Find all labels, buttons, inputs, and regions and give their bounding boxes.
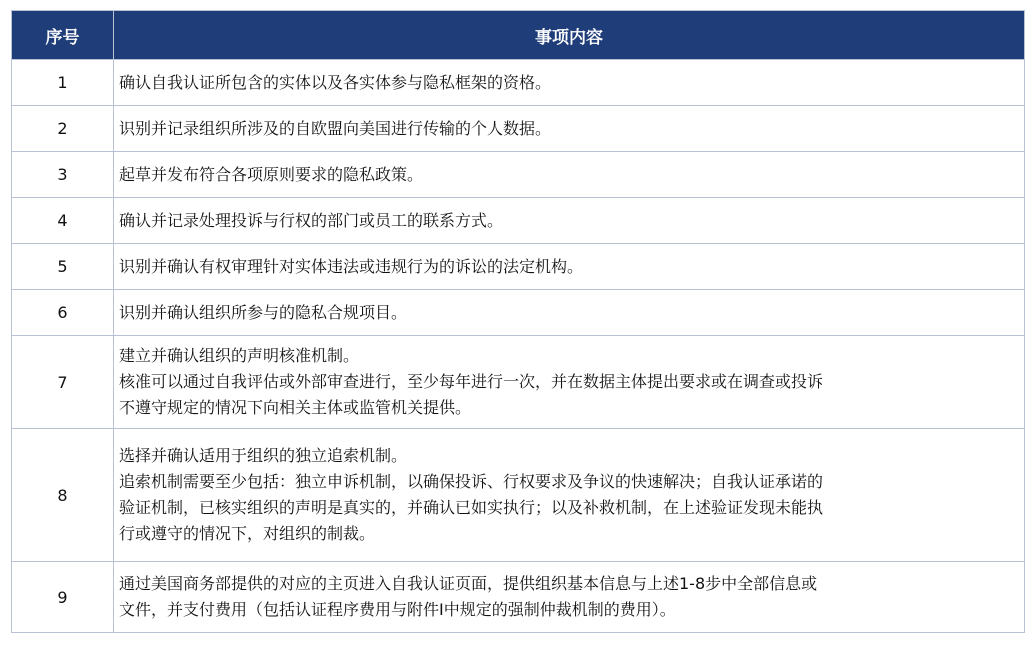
content-line: 建立并确认组织的声明核准机制。: [119, 346, 360, 365]
row-content: [114, 336, 1025, 429]
row-number: 3: [12, 152, 114, 198]
row-number: 2: [12, 106, 114, 152]
content-line: 选择并确认适用于组织的独立追索机制。: [119, 446, 408, 465]
content-line: 追索机制需要至少包括：独立申诉机制，以确保投诉、行权要求及争议的快速解决；自我认证承诺的: [119, 472, 824, 491]
content-line: 验证机制，已核实组织的声明是真实的，并确认已如实执行；以及补救机制，在上述验证发现未能执: [119, 498, 824, 517]
table-row: [12, 244, 1025, 290]
table-row: [12, 429, 1025, 562]
row-number: 7: [12, 336, 114, 429]
row-content: [114, 562, 1025, 633]
table-row: [12, 106, 1025, 152]
content-line: 确认并记录处理投诉与行权的部门或员工的联系方式。: [119, 210, 504, 230]
steps-table-container: [11, 10, 1025, 633]
table-row: [12, 198, 1025, 244]
table-row: [12, 562, 1025, 633]
row-number: 4: [12, 198, 114, 244]
content-line: 不遵守规定的情况下向相关主体或监管机关提供。: [119, 398, 472, 417]
row-number: 9: [12, 562, 114, 633]
table-row: [12, 60, 1025, 106]
row-content: [114, 198, 1025, 244]
row-number: 5: [12, 244, 114, 290]
row-content: [114, 60, 1025, 106]
content-line: 确认自我认证所包含的实体以及各实体参与隐私框架的资格。: [119, 72, 552, 92]
row-number: 8: [12, 429, 114, 562]
column-header-content: 事项内容: [114, 11, 1025, 60]
table-row: [12, 152, 1025, 198]
table-row: [12, 336, 1025, 429]
content-line: 识别并记录组织所涉及的自欧盟向美国进行传输的个人数据。: [119, 118, 552, 138]
content-line: 行或遵守的情况下，对组织的制裁。: [119, 524, 376, 543]
content-line: 文件，并支付费用（包括认证程序费用与附件I中规定的强制仲裁机制的费用）。: [119, 600, 676, 619]
content-line: 识别并确认有权审理针对实体违法或违规行为的诉讼的法定机构。: [119, 256, 584, 276]
row-content: [114, 244, 1025, 290]
content-line: 起草并发布符合各项原则要求的隐私政策。: [119, 164, 424, 184]
row-number: 1: [12, 60, 114, 106]
content-line: 核准可以通过自我评估或外部审查进行，至少每年进行一次，并在数据主体提出要求或在调查或投诉: [119, 372, 824, 391]
row-number: 6: [12, 290, 114, 336]
content-line: 识别并确认组织所参与的隐私合规项目。: [119, 302, 408, 322]
table-header-row: [12, 11, 1025, 60]
row-content: [114, 429, 1025, 562]
table-row: [12, 290, 1025, 336]
row-content: [114, 152, 1025, 198]
row-content: [114, 106, 1025, 152]
content-line: 通过美国商务部提供的对应的主页进入自我认证页面，提供组织基本信息与上述1-8步中全部信息或: [119, 574, 818, 593]
row-content: [114, 290, 1025, 336]
steps-table: [11, 10, 1025, 633]
column-header-number: 序号: [12, 11, 114, 60]
